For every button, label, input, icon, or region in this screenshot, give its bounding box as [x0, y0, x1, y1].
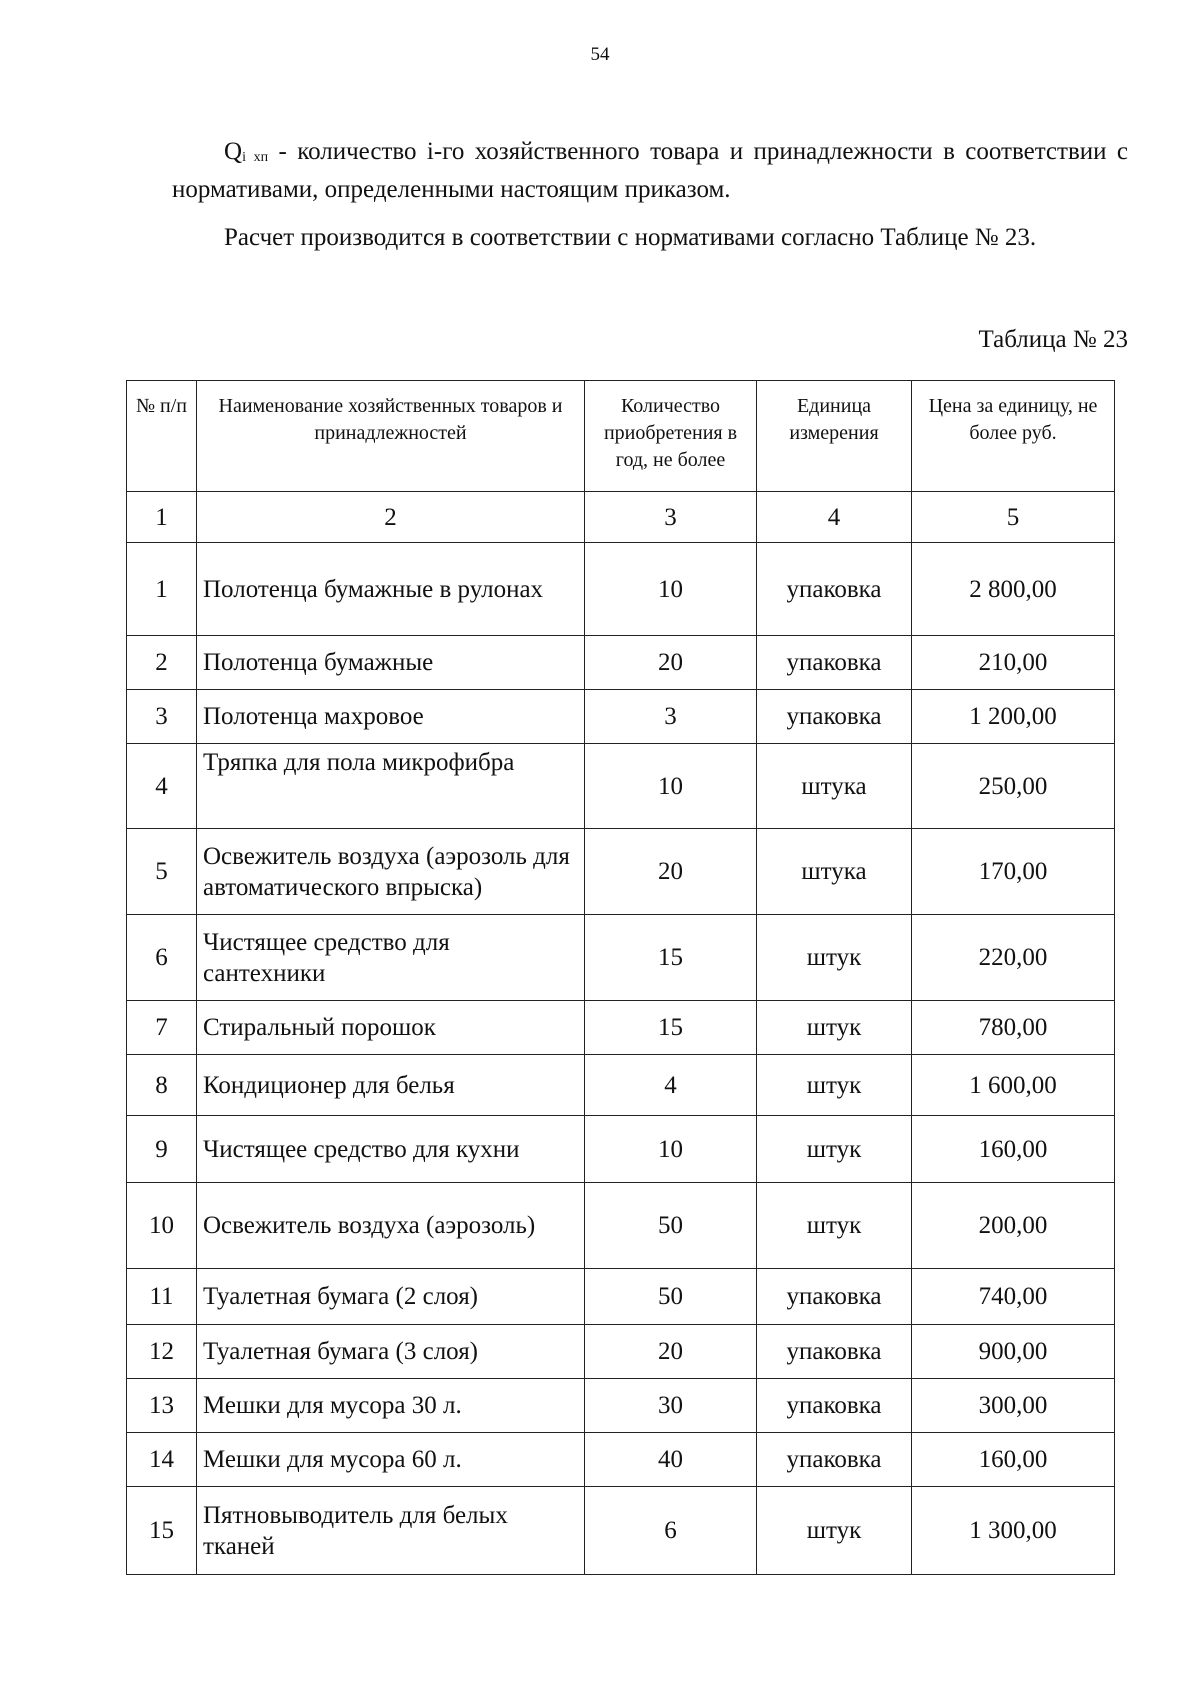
table-row: [127, 744, 1115, 829]
table-row: [127, 1055, 1115, 1116]
cell-name: Пятновыводитель для белых тканей: [197, 1487, 585, 1575]
cell-qty: 30: [585, 1379, 757, 1433]
table-header: [127, 381, 1115, 543]
header-price: Цена за единицу, не более руб.: [912, 381, 1115, 492]
table-row: [127, 1183, 1115, 1269]
cell-price: 1 200,00: [912, 690, 1115, 744]
cell-unit: упаковка: [757, 543, 912, 636]
table-row: [127, 1116, 1115, 1183]
cell-unit: штук: [757, 1055, 912, 1116]
header-row: [127, 381, 1115, 492]
cell-price: 200,00: [912, 1183, 1115, 1269]
table-row: [127, 1379, 1115, 1433]
cell-name: Чистящее средство для кухни: [197, 1116, 585, 1183]
cell-price: 250,00: [912, 744, 1115, 829]
cell-price: 900,00: [912, 1325, 1115, 1379]
cell-qty: 3: [585, 690, 757, 744]
cell-num: 12: [127, 1325, 197, 1379]
definition-text: - количество i-го хозяйственного товара и принадлежности в соответствии с нормативами, определенными настоящим приказом.: [172, 138, 1128, 203]
cell-num: 14: [127, 1433, 197, 1487]
cell-num: 7: [127, 1001, 197, 1055]
table-row: [127, 1325, 1115, 1379]
paragraph-calculation: [172, 222, 1128, 254]
cell-qty: 20: [585, 636, 757, 690]
norms-table: [126, 380, 1115, 1575]
cell-price: 2 800,00: [912, 543, 1115, 636]
cell-qty: 20: [585, 829, 757, 915]
column-index: 3: [585, 492, 757, 543]
cell-unit: штука: [757, 829, 912, 915]
header-qty: Количество приобретения в год, не более: [585, 381, 757, 492]
cell-unit: упаковка: [757, 636, 912, 690]
cell-unit: штук: [757, 915, 912, 1001]
cell-unit: штук: [757, 1001, 912, 1055]
cell-num: 4: [127, 744, 197, 829]
table-row: [127, 636, 1115, 690]
cell-name: Мешки для мусора 60 л.: [197, 1433, 585, 1487]
cell-name: Туалетная бумага (2 слоя): [197, 1269, 585, 1325]
formula-symbol: Q: [224, 138, 243, 165]
formula-subscript: i хп: [242, 150, 269, 165]
cell-price: 160,00: [912, 1116, 1115, 1183]
cell-price: 210,00: [912, 636, 1115, 690]
column-index: 1: [127, 492, 197, 543]
cell-unit: штука: [757, 744, 912, 829]
cell-num: 8: [127, 1055, 197, 1116]
cell-price: 220,00: [912, 915, 1115, 1001]
cell-qty: 10: [585, 1116, 757, 1183]
paragraph-definition: [172, 136, 1128, 206]
table-row: [127, 1487, 1115, 1575]
cell-qty: 10: [585, 744, 757, 829]
header-name: Наименование хозяйственных товаров и принадлежностей: [197, 381, 585, 492]
table-row: [127, 1001, 1115, 1055]
table-row: [127, 543, 1115, 636]
cell-name: Полотенца махровое: [197, 690, 585, 744]
cell-num: 11: [127, 1269, 197, 1325]
cell-num: 2: [127, 636, 197, 690]
table-caption: Таблица № 23: [978, 326, 1128, 353]
cell-num: 10: [127, 1183, 197, 1269]
calculation-text: Расчет производится в соответствии с нормативами согласно Таблице № 23.: [224, 224, 1037, 251]
cell-num: 15: [127, 1487, 197, 1575]
cell-qty: 50: [585, 1269, 757, 1325]
cell-unit: штук: [757, 1116, 912, 1183]
cell-price: 740,00: [912, 1269, 1115, 1325]
header-unit: Единица измерения: [757, 381, 912, 492]
cell-name: Мешки для мусора 30 л.: [197, 1379, 585, 1433]
cell-qty: 15: [585, 1001, 757, 1055]
cell-unit: штук: [757, 1487, 912, 1575]
cell-unit: упаковка: [757, 1325, 912, 1379]
table-row: [127, 1269, 1115, 1325]
cell-qty: 6: [585, 1487, 757, 1575]
cell-name: Полотенца бумажные в рулонах: [197, 543, 585, 636]
cell-qty: 4: [585, 1055, 757, 1116]
cell-qty: 50: [585, 1183, 757, 1269]
cell-qty: 15: [585, 915, 757, 1001]
cell-num: 9: [127, 1116, 197, 1183]
page-number: 54: [590, 44, 610, 65]
column-index: 5: [912, 492, 1115, 543]
table-row: [127, 1433, 1115, 1487]
cell-name: Тряпка для пола микрофибра: [197, 744, 585, 829]
cell-qty: 40: [585, 1433, 757, 1487]
cell-num: 5: [127, 829, 197, 915]
table-row: [127, 829, 1115, 915]
cell-qty: 10: [585, 543, 757, 636]
cell-price: 170,00: [912, 829, 1115, 915]
cell-price: 160,00: [912, 1433, 1115, 1487]
cell-name: Кондиционер для белья: [197, 1055, 585, 1116]
cell-unit: штук: [757, 1183, 912, 1269]
cell-name: Освежитель воздуха (аэрозоль для автоматического впрыска): [197, 829, 585, 915]
cell-price: 1 300,00: [912, 1487, 1115, 1575]
cell-price: 1 600,00: [912, 1055, 1115, 1116]
cell-unit: упаковка: [757, 1269, 912, 1325]
column-index: 4: [757, 492, 912, 543]
cell-num: 1: [127, 543, 197, 636]
table-row: [127, 915, 1115, 1001]
cell-unit: упаковка: [757, 690, 912, 744]
cell-name: Чистящее средство для сантехники: [197, 915, 585, 1001]
cell-price: 300,00: [912, 1379, 1115, 1433]
cell-num: 13: [127, 1379, 197, 1433]
cell-qty: 20: [585, 1325, 757, 1379]
cell-price: 780,00: [912, 1001, 1115, 1055]
table-row: [127, 690, 1115, 744]
cell-unit: упаковка: [757, 1379, 912, 1433]
column-index: 2: [197, 492, 585, 543]
cell-name: Освежитель воздуха (аэрозоль): [197, 1183, 585, 1269]
table-body: [127, 543, 1115, 1575]
cell-unit: упаковка: [757, 1433, 912, 1487]
column-index-row: [127, 492, 1115, 543]
cell-num: 3: [127, 690, 197, 744]
cell-name: Туалетная бумага (3 слоя): [197, 1325, 585, 1379]
cell-name: Полотенца бумажные: [197, 636, 585, 690]
header-num: № п/п: [127, 381, 197, 492]
cell-num: 6: [127, 915, 197, 1001]
cell-name: Стиральный порошок: [197, 1001, 585, 1055]
